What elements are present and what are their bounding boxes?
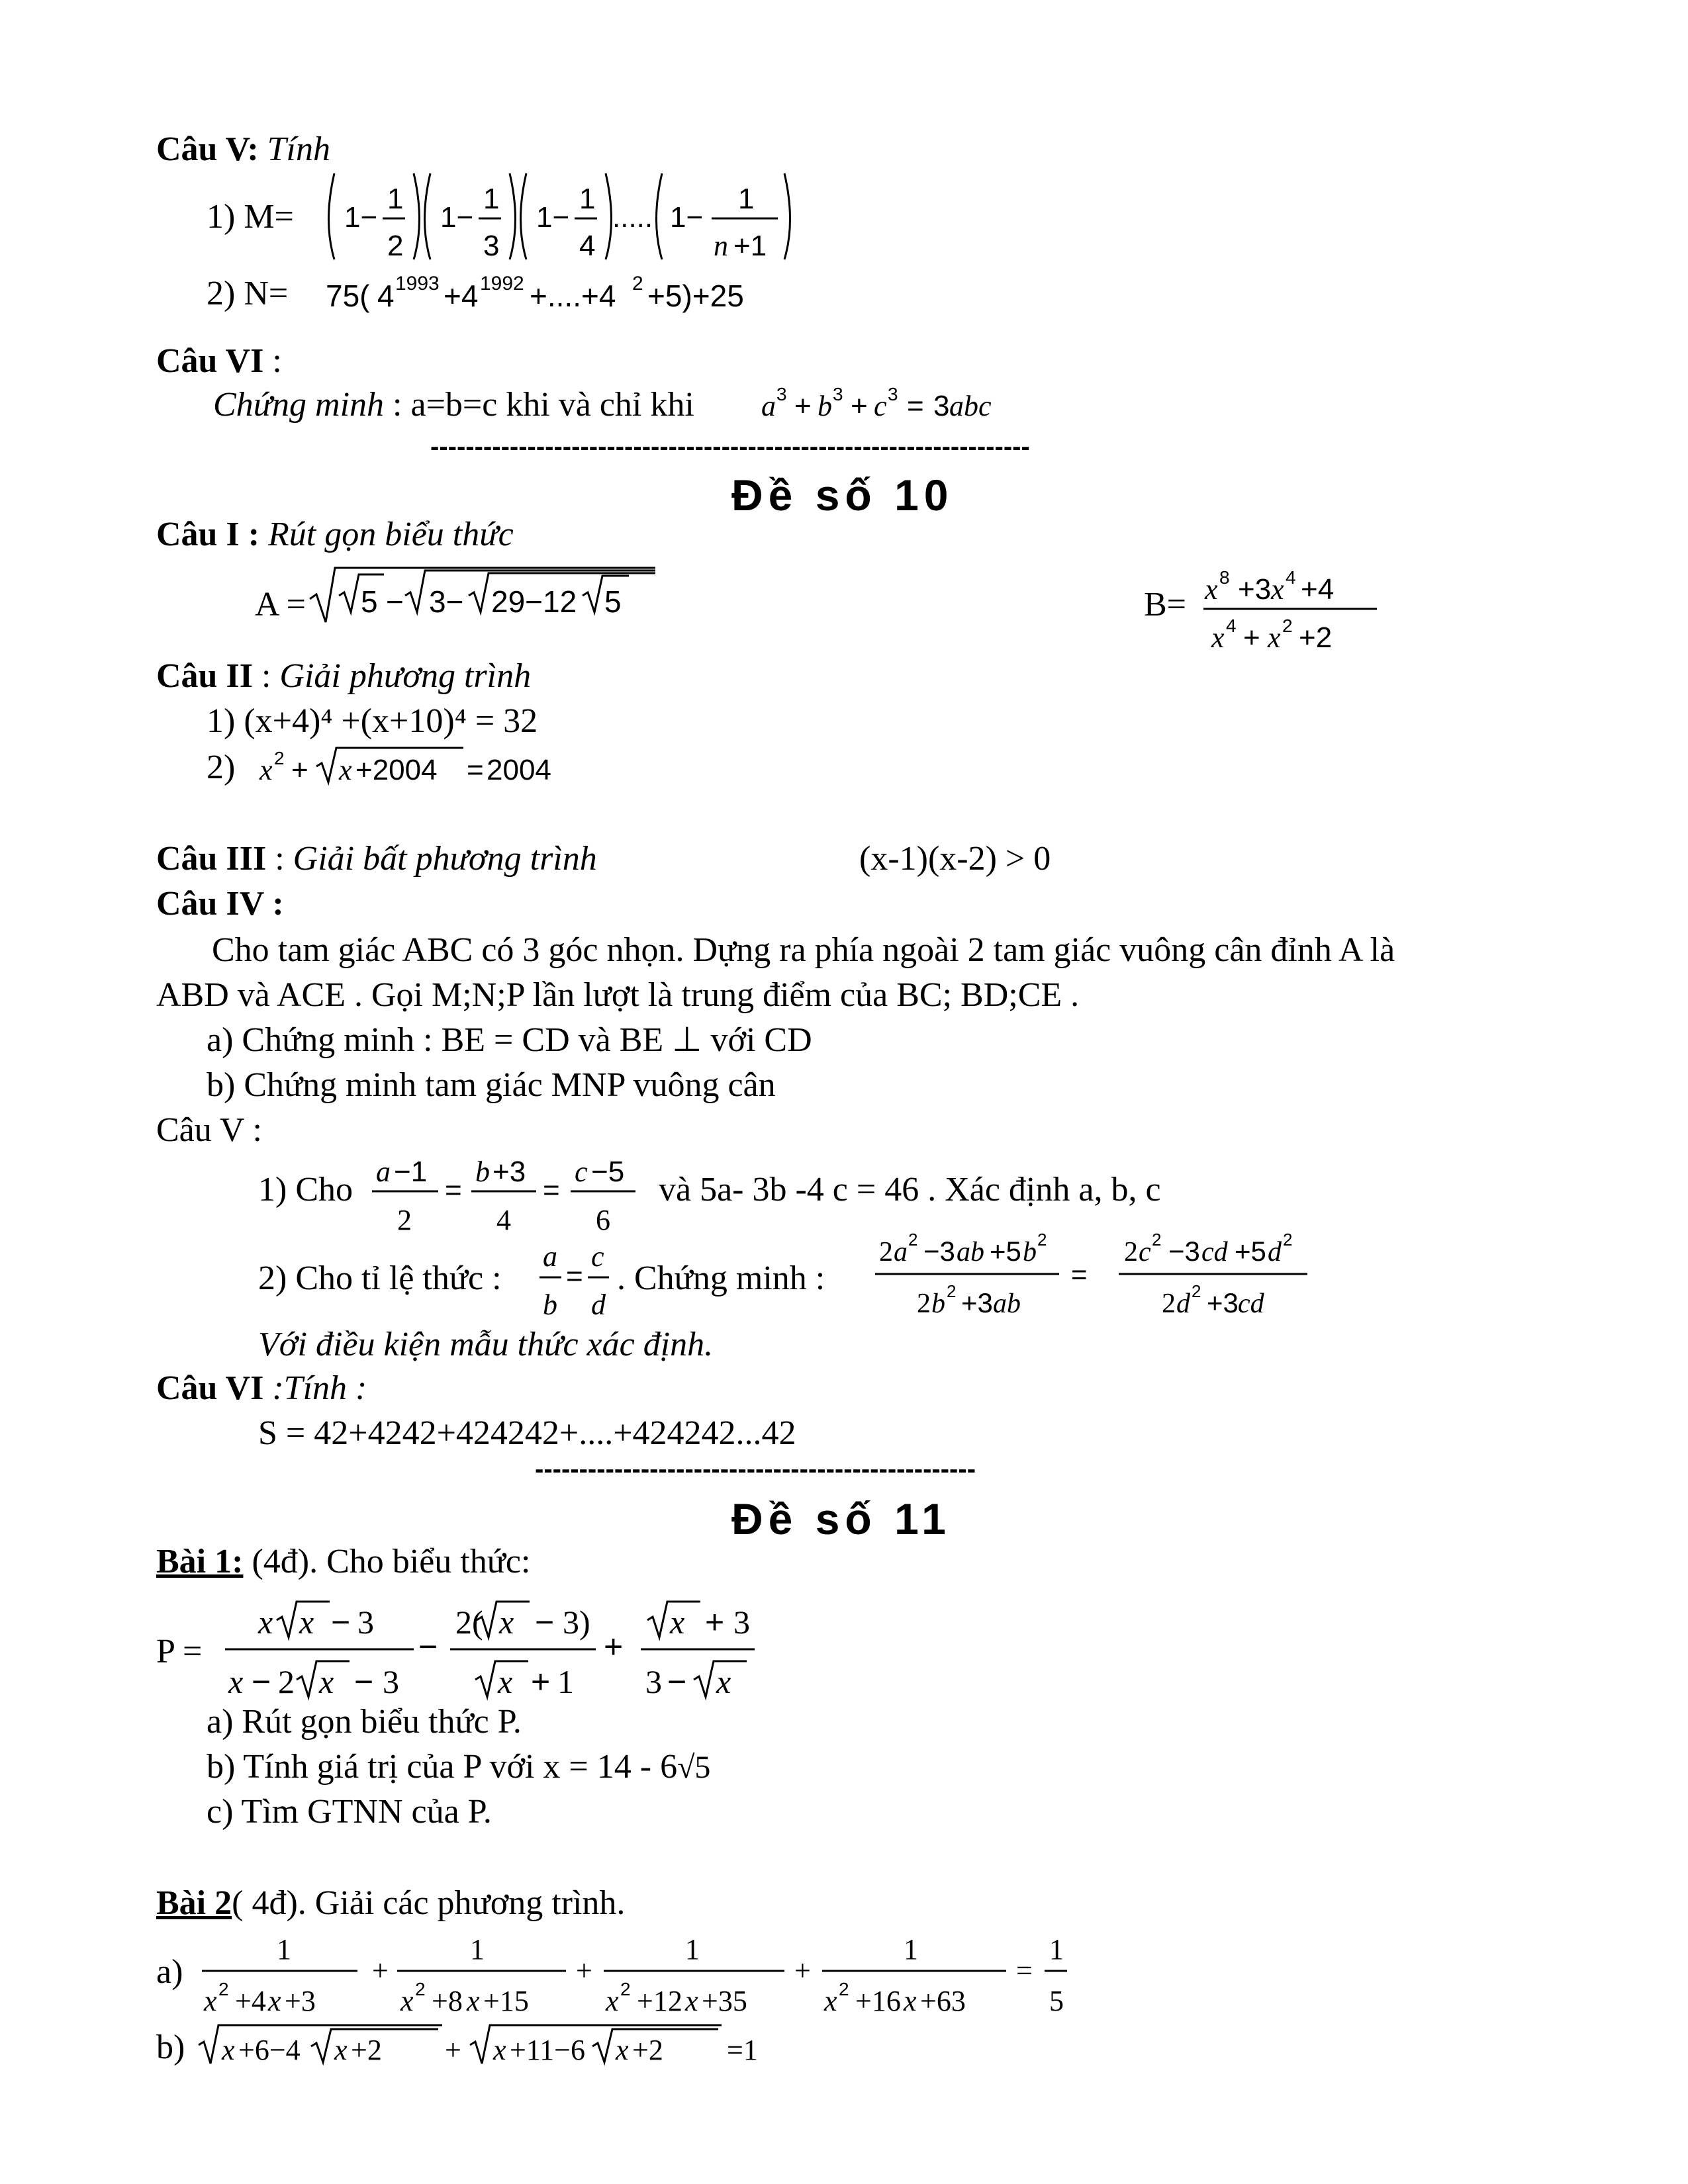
svg-text:a: a (376, 1156, 391, 1188)
de10-cau4-a: a) Chứng minh : BE = CD và BE ⊥ với CD (207, 1021, 812, 1059)
svg-text:+5: +5 (1235, 1236, 1266, 1267)
de11-P-label: P = (156, 1633, 203, 1670)
de10-cau2-item2-label: 2) (207, 749, 236, 786)
svg-text:3−: 3− (429, 584, 464, 619)
svg-text:b: b (931, 1289, 945, 1319)
svg-text:c: c (591, 1240, 604, 1273)
svg-text:2: 2 (397, 1204, 412, 1236)
svg-text:3: 3 (383, 1663, 399, 1700)
svg-text:x: x (339, 754, 352, 786)
svg-text:+: + (531, 1663, 551, 1700)
svg-text:4: 4 (377, 279, 395, 313)
svg-text:=: = (907, 390, 924, 422)
svg-text:a: a (543, 1240, 557, 1273)
svg-text:+16: +16 (855, 1985, 901, 2017)
svg-text:x: x (204, 1985, 217, 2017)
svg-text:+4: +4 (444, 279, 479, 313)
svg-text:1: 1 (579, 183, 596, 215)
svg-text:8: 8 (1219, 567, 1230, 588)
de10-cau4-text2: ABD và ACE . Gọi M;N;P lần lượt là trung điểm của BC; BD;CE . (156, 976, 1080, 1014)
svg-text:2: 2 (278, 1663, 295, 1700)
de10-heading: Đề số 10 (731, 471, 954, 520)
de10-cau5-item1-text: và 5a- 3b -4 c = 46 . Xác định a, b, c (659, 1171, 1161, 1208)
svg-text:+4: +4 (235, 1985, 266, 2017)
cau5-item2-label: 2) N= (207, 275, 289, 312)
svg-text:4: 4 (1286, 567, 1296, 588)
svg-text:=: = (1016, 1954, 1033, 1987)
svg-text:+: + (604, 1628, 624, 1665)
cau5-item1-label: 1) M= (207, 198, 294, 236)
svg-text:x: x (493, 2034, 506, 2066)
svg-text:x: x (259, 754, 273, 786)
svg-text:1−: 1− (440, 201, 474, 234)
de10-cau2-prompt: Giải phương trình (279, 657, 532, 695)
cau6-text: : a=b=c khi và chỉ khi (384, 386, 694, 424)
svg-text:3: 3 (483, 230, 500, 262)
svg-text:+3: +3 (1238, 573, 1272, 606)
svg-text:b: b (1023, 1237, 1037, 1267)
svg-text:2: 2 (839, 1979, 849, 1999)
svg-text:1992: 1992 (480, 273, 524, 295)
svg-text:ab: ab (957, 1237, 984, 1267)
de10-cau3-expr: (x-1)(x-2) > 0 (859, 840, 1051, 878)
svg-text:x: x (1211, 621, 1225, 654)
svg-text:cd: cd (1238, 1289, 1264, 1319)
svg-text:+: + (794, 1954, 811, 1987)
svg-text:x: x (1268, 621, 1281, 654)
de10-cau2: Câu II : Giải phương trình (156, 657, 532, 695)
svg-text:x: x (499, 1604, 514, 1641)
de10-cau5-note: Với điều kiện mẫu thức xác định. (258, 1326, 714, 1363)
svg-text:+2: +2 (1299, 621, 1333, 654)
cau6-colon: : (263, 342, 282, 380)
de11-bai1-b-text: b) Tính giá trị của P với x = 14 - 6 (207, 1748, 678, 1786)
de10-cau1-title: Câu I : (156, 516, 260, 553)
svg-text:4: 4 (579, 230, 596, 262)
svg-text:d: d (1176, 1289, 1190, 1319)
svg-text:x: x (400, 1985, 414, 2017)
de11-bai1-text: (4đ). Cho biểu thức: (243, 1543, 531, 1580)
svg-text:a: a (894, 1237, 908, 1267)
separator-2: -------------------------------------------------- (535, 1455, 976, 1484)
svg-text:=: = (445, 1174, 462, 1206)
svg-text:d: d (591, 1289, 606, 1321)
de10-cau6-expr: S = 42+4242+424242+....+424242...42 (258, 1414, 796, 1452)
de10-cau5-item2-text: . Chứng minh : (617, 1259, 825, 1297)
svg-text:x: x (319, 1663, 334, 1700)
svg-text:+63: +63 (920, 1985, 966, 2017)
svg-text:ab: ab (993, 1289, 1021, 1319)
de10-cau1-prompt: Rút gọn biểu thức (268, 516, 514, 553)
de10-cau6-prompt: :Tính : (272, 1369, 367, 1407)
svg-text:1: 1 (685, 1933, 700, 1966)
separator-1: -------------------------------------------------------------------- (430, 432, 1030, 461)
svg-text:x: x (299, 1604, 314, 1641)
svg-text:1: 1 (470, 1933, 485, 1966)
de11-bai1-c: c) Tìm GTNN của P. (207, 1793, 492, 1831)
svg-text:+: + (794, 390, 812, 422)
svg-text:2: 2 (947, 1281, 957, 1301)
svg-text:x: x (904, 1985, 917, 2017)
svg-text:3: 3 (833, 384, 843, 404)
svg-text:1: 1 (738, 183, 755, 215)
svg-text:2: 2 (632, 273, 643, 295)
de11-bai1-b-root: √5 (677, 1750, 711, 1785)
svg-text:+3: +3 (1207, 1287, 1239, 1318)
svg-text:1: 1 (483, 183, 500, 215)
svg-text:+: + (576, 1954, 592, 1987)
svg-text:x: x (716, 1663, 731, 1700)
svg-text:3): 3) (563, 1604, 590, 1641)
svg-text:4: 4 (1226, 615, 1237, 636)
svg-text:1993: 1993 (395, 273, 440, 295)
svg-text:=: = (1071, 1259, 1088, 1290)
svg-text:1: 1 (387, 183, 404, 215)
svg-text:3: 3 (888, 384, 898, 404)
cau5-colon: : (247, 130, 259, 168)
svg-text:+12: +12 (637, 1985, 682, 2017)
svg-text:x: x (685, 1985, 698, 2017)
svg-text:n: n (714, 230, 728, 262)
svg-text:3: 3 (933, 390, 950, 422)
svg-text:4: 4 (496, 1204, 511, 1236)
svg-text:=: = (543, 1174, 560, 1206)
de11-bai2-b-label: b) (156, 2028, 185, 2066)
svg-text:+11−6: +11−6 (510, 2034, 585, 2066)
svg-text:x: x (334, 2034, 348, 2066)
svg-text:+35: +35 (702, 1985, 747, 2017)
svg-text:b: b (543, 1289, 557, 1321)
svg-text:3: 3 (357, 1604, 374, 1641)
svg-text:2: 2 (415, 1979, 426, 1999)
svg-text:x: x (258, 1604, 273, 1641)
svg-text:1−: 1− (670, 201, 704, 234)
svg-text:+2: +2 (632, 2034, 663, 2066)
de10-cau3-prompt: Giải bất phương trình (293, 840, 597, 878)
svg-text:−: − (354, 1663, 374, 1700)
svg-text:5: 5 (604, 584, 622, 619)
svg-text:1−: 1− (344, 201, 378, 234)
de10-cau5-title: Câu V : (156, 1111, 262, 1149)
svg-text:+5)+25: +5)+25 (647, 279, 744, 313)
svg-text:2: 2 (1192, 1281, 1201, 1301)
svg-text:−3: −3 (1168, 1236, 1200, 1267)
svg-text:−5: −5 (591, 1156, 625, 1188)
svg-text:=1: =1 (727, 2034, 758, 2066)
cau6-prefix: Chứng minh (213, 386, 385, 424)
svg-text:3: 3 (645, 1663, 662, 1700)
svg-text:c: c (874, 390, 887, 422)
svg-text:+: + (445, 2034, 461, 2066)
svg-text:+15: +15 (483, 1985, 529, 2017)
svg-text:b: b (818, 390, 832, 422)
svg-text:2: 2 (1152, 1230, 1162, 1250)
de11-bai2-text: ( 4đ). Giải các phương trình. (232, 1884, 626, 1922)
svg-text:x: x (616, 2034, 629, 2066)
svg-text:5: 5 (1049, 1985, 1064, 2017)
svg-text:abc: abc (949, 390, 992, 422)
svg-text:+: + (372, 1954, 389, 1987)
de10-cau5-item2-label: 2) Cho tỉ lệ thức : (258, 1259, 502, 1297)
de10-cau2-item1: 1) (x+4)⁴ +(x+10)⁴ = 32 (207, 702, 538, 740)
cau5-prompt: Tính (267, 130, 331, 168)
svg-text:2: 2 (879, 1237, 893, 1267)
svg-text:x: x (1271, 573, 1284, 606)
svg-text:x: x (222, 2034, 235, 2066)
svg-text:+5: +5 (990, 1236, 1021, 1267)
svg-text:.....: ..... (612, 201, 653, 234)
svg-text:x: x (467, 1985, 480, 2017)
svg-text:−1: −1 (394, 1156, 428, 1188)
svg-text:2: 2 (1162, 1289, 1176, 1319)
svg-text:+6−4: +6−4 (238, 2034, 301, 2066)
svg-text:=: = (566, 1260, 583, 1293)
de10-cau3-title: Câu III (156, 840, 267, 878)
svg-text:+3: +3 (492, 1156, 526, 1188)
svg-text:x: x (1205, 573, 1218, 606)
svg-text:−: − (418, 1628, 438, 1665)
svg-text:2: 2 (908, 1230, 918, 1250)
svg-text:1: 1 (557, 1663, 574, 1700)
svg-text:2: 2 (1283, 1230, 1293, 1250)
svg-text:5: 5 (361, 584, 378, 619)
de10-cau4-b: b) Chứng minh tam giác MNP vuông cân (207, 1066, 776, 1104)
svg-text:=: = (467, 754, 484, 786)
svg-text:+....+4: +....+4 (530, 279, 616, 313)
svg-text:c: c (575, 1156, 588, 1188)
svg-text:x: x (268, 1985, 281, 2017)
svg-text:x: x (228, 1663, 244, 1700)
svg-text:−: − (667, 1663, 687, 1700)
de10-cau5-item1-label: 1) Cho (258, 1171, 353, 1208)
svg-text:x: x (606, 1985, 619, 2017)
de11-bai1-a: a) Rút gọn biểu thức P. (207, 1703, 522, 1741)
svg-text:x: x (824, 1985, 837, 2017)
svg-text:2: 2 (1124, 1237, 1138, 1267)
svg-text:3: 3 (733, 1604, 750, 1641)
de11-bai2-a-label: a) (156, 1953, 183, 1991)
svg-text:+: + (1243, 621, 1260, 654)
svg-text:2: 2 (1282, 615, 1293, 636)
cau6-title: Câu VI (156, 342, 264, 380)
svg-text:a: a (761, 390, 776, 422)
svg-text:1: 1 (277, 1933, 291, 1966)
svg-text:−: − (331, 1604, 351, 1641)
svg-text:2004: 2004 (487, 754, 551, 786)
de10-cau6-title: Câu VI (156, 1369, 264, 1407)
svg-text:2: 2 (387, 230, 404, 262)
svg-text:29−12: 29−12 (491, 584, 577, 619)
svg-text:−: − (535, 1604, 555, 1641)
de10-cau4-text1: Cho tam giác ABC có 3 góc nhọn. Dựng ra phía ngoài 2 tam giác vuông cân đỉnh A là (212, 931, 1395, 969)
svg-text:1−: 1− (536, 201, 570, 234)
svg-text:6: 6 (596, 1204, 610, 1236)
de10-cau3: Câu III : Giải bất phương trình (156, 840, 597, 878)
svg-text:75(: 75( (326, 279, 370, 313)
de11-heading: Đề số 11 (731, 1494, 951, 1543)
de11-bai1-title: Bài 1: (156, 1543, 244, 1580)
de10-A-label: A = (255, 586, 306, 623)
cau5-title: Câu V (156, 130, 248, 168)
svg-text:2: 2 (917, 1289, 931, 1319)
svg-text:−: − (386, 584, 404, 619)
svg-text:3: 3 (776, 384, 787, 404)
svg-text:+: + (705, 1604, 725, 1641)
svg-text:2: 2 (1037, 1230, 1047, 1250)
svg-text:x: x (498, 1663, 513, 1700)
svg-text:1: 1 (904, 1933, 918, 1966)
svg-text:2: 2 (274, 748, 285, 768)
svg-text:+2: +2 (351, 2034, 382, 2066)
svg-text:+4: +4 (1301, 573, 1335, 606)
de11-bai2-title: Bài 2 (156, 1884, 232, 1922)
de10-cau4-title: Câu IV : (156, 885, 284, 923)
svg-text:cd: cd (1201, 1237, 1228, 1267)
svg-text:+1: +1 (733, 230, 767, 262)
svg-text:−3: −3 (923, 1236, 955, 1267)
svg-text:+3: +3 (961, 1287, 993, 1318)
svg-text:+8: +8 (432, 1985, 463, 2017)
svg-text:b: b (475, 1156, 490, 1188)
svg-text:−: − (252, 1663, 271, 1700)
svg-text:c: c (1139, 1237, 1151, 1267)
svg-text:d: d (1268, 1237, 1282, 1267)
svg-text:2: 2 (218, 1979, 229, 1999)
svg-text:1: 1 (1049, 1933, 1064, 1966)
svg-text:x: x (670, 1604, 685, 1641)
svg-text:+: + (851, 390, 868, 422)
svg-text:2(: 2( (455, 1604, 483, 1641)
svg-text:+: + (291, 754, 308, 786)
svg-text:+3: +3 (285, 1985, 316, 2017)
de10-cau2-title: Câu II (156, 657, 253, 695)
de10-B-label: B= (1144, 586, 1187, 623)
svg-text:2: 2 (620, 1979, 631, 1999)
svg-text:+2004: +2004 (355, 754, 438, 786)
